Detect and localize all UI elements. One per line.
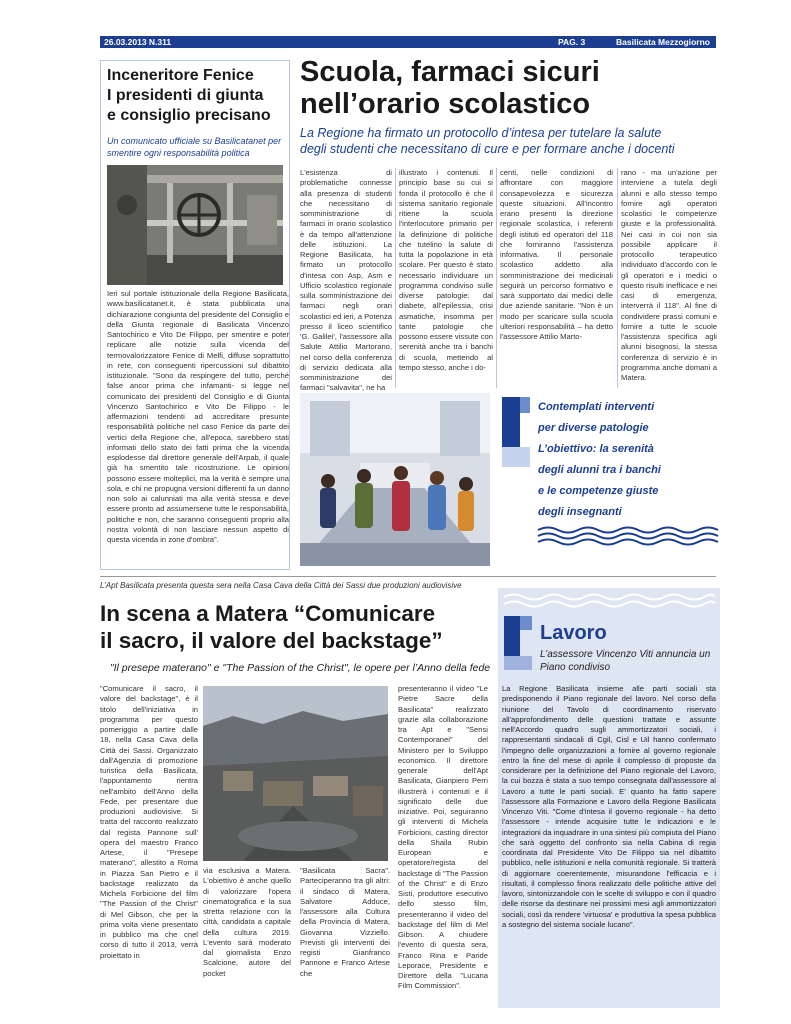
side-title-line-2: I presidenti di giunta [107, 87, 264, 104]
main-title-line-1: Scuola, farmaci sicuri [300, 56, 600, 88]
main-article-title [300, 56, 720, 120]
main-article-subtitle [300, 125, 716, 157]
incinerator-photo [107, 165, 283, 285]
labor-box [498, 588, 720, 1008]
main-subtitle-line-1: La Regione ha firmato un protocollo d’intesa per tutelare la salute [300, 126, 662, 140]
bottom-article-column-3: "Basilicata Sacra". Parteciperanno tra gli altri: il sindaco di Matera, Salvatore Adduce, l'assessore alla Cultura della Provincia di Matera, Giovanna Vizziello. Previsti gli interventi dei registi Gianfranco Pannone e Franco Artese che [300, 866, 390, 978]
header-date-issue: 26.03.2013 N.311 [104, 37, 172, 47]
side-article-subtitle: Un comunicato ufficiale su Basilicatanet per smentire ogni responsabilità politica [107, 136, 282, 158]
quote-line-4: degli alunni tra i banchi [538, 464, 661, 476]
bottom-article-subtitle: "Il presepe materano" e "The Passion of the Christ", le opere per l’Anno della fede [109, 662, 491, 674]
main-subtitle-line-2: degli studenti che necessitano di cure e per formare anche i docenti [300, 142, 675, 156]
bottom-title-line-2: il sacro, il valore del backstage” [100, 628, 443, 653]
labor-quote-mark-icon [502, 614, 536, 674]
students-photo [300, 393, 490, 566]
labor-box-body: La Regione Basilicata insieme alle parti sociali sta predisponendo il Piano regionale del lavoro. Nel corso della riunione del Tavolo di coordinamento riservato all'approfondimento delle questioni trattate e assunte nell'Accordo quadro sugli ammortizzatori sociali, i rappresentanti sindacali di Cgil, Cisl e Uil hanno confermato l'impegno delle organizzazioni a fornire al governo regionale entro la fine del mese di aprile il complesso di proposte da considerare per la definizione del Piano regionale del Lavoro, la cui bozza è stata a suo tempo consegnata dall'assessore al Lavoro a tutte le parti sociali. E' quanto ha fatto sapere l'assessore alla Formazione e Lavoro della Regione Basilicata Vincenzo Viti. "Come d'intesa il governo regionale - ha detto l'assessore - intende acquisire tutte le indicazioni e le integrazioni da inquadrare in una sintesi più compiuta del Piano che sarà oggetto del confronto sia nella Cabina di regia coordinata dal Presidente Vito De Filippo sia nel dibattito pubblico, nelle istituzioni e nella comunità regionale. Si tratterà di aggiornare coerentemente, misurandone l'efficacia e i risultati, il complesso finora realizzato delle politiche attive del lavoro, sintonizzandole con le scelte di sviluppo e con il quadro delle risorse da destinare nei prossimi mesi agli ammortizzatori sociali, così da rendere 'virtuosa' e produttiva la spesa pubblica a sostegno del sistema sociale lucano". [502, 684, 716, 929]
header-publication: Basilicata Mezzogiorno [616, 37, 710, 47]
quote-line-3: L’obiettivo: la serenità [538, 443, 654, 455]
labor-box-subtitle: L’assessore Vincenzo Viti annuncia un Piano condiviso [540, 649, 711, 673]
bottom-article-kicker: L’Apt Basilicata presenta questa sera nella Casa Cava della Città dei Sassi due produzioni audiovisive [100, 581, 462, 590]
labor-wave-decoration [504, 592, 714, 610]
bottom-article-column-4: presenteranno il video "Le Pietre Sacre della Basilicata" realizzato grazie alla collaborazione tra Apt e "Sensi Contemporanei" del Ministero per lo Sviluppo economico. Il direttore generale dell'Apt Basilicata, Gianpiero Perri illustrerà i contenuti e il significato delle due iniziative. Poi, seguiranno gli interventi di Michela Forbicioni, casting director della Shaila Rubin European e operatore/regista del backstage di "The Passion of the Christ" e di Enzo Sisti, produttore esecutivo dello stesso film, presenteranno il video del backstage del film di Mel Gibson. A chiudere l'evento di questa sera, Franco Rina e Paride Leporace, Presidente e Direttore della "Lucana Film Commission". [398, 684, 488, 991]
quote-line-6: degli insegnanti [538, 506, 622, 518]
main-article-column-3: centi, nelle condizioni di affrontare con maggiore consapevolezza e sicurezza queste situazioni. All'incontro erano presenti la direzione regionale scolastica, i referenti degli istituti ed operatori del 118 che forniranno l'assistenza informativa. Il personale scolastico addetto alla somministrazione dei medicinali seguirà un percorso formativo e sarà supportato dai medici delle due aziende sanitarie. "Non è un modo per scaricare sulla scuola ulteriori responsabilità – ha detto l'assessore Attilio Marto- [496, 168, 613, 388]
side-article-body: Ieri sul portale istituzionale della Regione Basilicata, www.basilicatanet.it, è stata pubblicata una dichiarazione congiunta del presidente del Consiglio e della Giunta regionale di Basilicata Vincenzo Santochirico e Vito De Filippo, per smentire e poter replicare alle notizie sulla vicenda del termovalorizzatore Fenice di Melfi, diffuse soprattutto in rete, con conseguenti ripercussioni sul dibattito istituzionale. "Sono da respingere del tutto, perché false ancor prima che infamanti- si legge nel comunicato dei presidenti del Consiglio e di Giunta Vincenzo Santochirico e Vito De Filippo - le affermazioni tendenti ad accreditare presunte responsabilità politiche nel caso Fenice da parte dei vertici della Regione che, all'epoca, sarebbero stati informati dello stato dei fatti prima che la vicenda esplodesse dal direttore generale dell'Arpab, il quale già ha smentito tale ricostruzione. Le opinioni possono essere molteplici, ma la verità è sempre una sola, e chi ne propugna versioni differenti fa un danno non solo ai calunniati ma alla verità stessa e deve essere pronto ad assumersene tutte le responsabilità, politiche e non, che saranno conseguenti proprio alla nostra volontà di non lasciare nessun aspetto di questa vicenda in zone d'ombra". [107, 289, 289, 544]
pull-quote-text [538, 397, 718, 523]
bottom-article-title [100, 600, 500, 654]
bottom-title-line-1: In scena a Matera “Comunicare [100, 601, 436, 626]
side-article-title [107, 66, 283, 126]
quote-line-5: e le competenze giuste [538, 485, 659, 497]
main-article-column-4: rano - ma un'azione per interviene a tutela degli alunni e allo stesso tempo fornire agli operatori scolastici le competenze giuste e la professionalità. Nei casi in cui non sia possibile applicare il protocollo terapeutico individuato d'accordo con le gli operatori e i medici o questo risulti inefficace e nei casi di emergenza, interverrà il 118". Al fine di condividere prassi comuni e fornire a tutte le scuole l'assistenza specifica agli alunni bisognosi, la stessa conferenza di servizio è in programma anche domani a Matera. [617, 168, 717, 388]
quote-mark-icon [498, 393, 532, 473]
section-divider [100, 576, 716, 577]
side-title-line-3: e consiglio precisano [107, 107, 271, 124]
main-title-line-2: nell’orario scolastico [300, 88, 591, 120]
bottom-article-column-1: "Comunicare il sacro, il valore del backstage", è il titolo dell'iniziativa in programma per questo pomeriggio a partire dalle 18, nella Casa Cava della Città dei Sassi. Organizzato dall'Agenzia di promozione turistica della Basilicata, l'appuntamento rientra nell'ambito dell'Anno della Fede, per presentare due produzioni audiovisive. Si tratta del racconto realizzato dal regista Pannone sull' opera del maestro Franco Artese, il "Presepe materano", allestito a Roma in Piazza San Pietro e il backstage realizzato da Michela Forbicione del film "The Passion of the Christ" di Mel Gibson, che per la prima volta viene presentato in pubblico ma che cnel corso di tutto il 2013, verrà proiettato in [100, 684, 198, 960]
page-header-bar [100, 36, 716, 48]
main-article-column-1: L'esistenza di problematiche connesse alla presenza di studenti che necessitano di somministrazione di farmaci in orario scolastico è da tempo all'attenzione delle istituzioni. La Regione Basilicata, ha firmato un protocollo d'intesa con Asp, Asm e Ufficio scolastico regionale sulla somministrazione dei farmaci negli orari scolastici ed ieri, a Potenza presso il liceo scientifico 'G. Galilei', l'assessore alla Salute Attilio Martorano, nel corso della conferenza di servizio dedicata alla somministrazione dei farmaci "salvavita", ne ha [300, 168, 393, 393]
pull-quote-box [498, 393, 720, 568]
wave-decoration [538, 525, 718, 545]
matera-photo [203, 686, 388, 861]
bottom-article-column-2: via esclusiva a Matera. L'obiettivo è anche quello di valorizzare l'opera cinematografica e la sua stretta relazione con la città, candidata a capitale della cultura 2019. L'evento sarà moderato dal giornalista Enzo Scalcione, autore del pocket [203, 866, 291, 978]
main-article-column-2: illustrato i contenuti. Il principio base su cui si fonda il protocollo è che il sistema sanitario regionale ritiene la scuola l'interlocutore primario per la definizione di politiche che tutelino la salute di tutta la popolazione in età scolare. Per questo è stato necessario individuare un programma condiviso sulle diverse patologie: dal diabete, all'epilessia, crisi asmatiche, insomma per tante patologie che possono essere vissute con serenità anche tra i banchi di scuola, mettendo al tempo stesso, anche i do- [395, 168, 493, 388]
quote-line-1: Contemplati interventi [538, 401, 655, 413]
side-title-line-1: Inceneritore Fenice [107, 67, 254, 84]
quote-line-2: per diverse patologie [538, 422, 649, 434]
labor-box-title: Lavoro [540, 622, 607, 644]
header-page-number: PAG. 3 [558, 37, 586, 47]
